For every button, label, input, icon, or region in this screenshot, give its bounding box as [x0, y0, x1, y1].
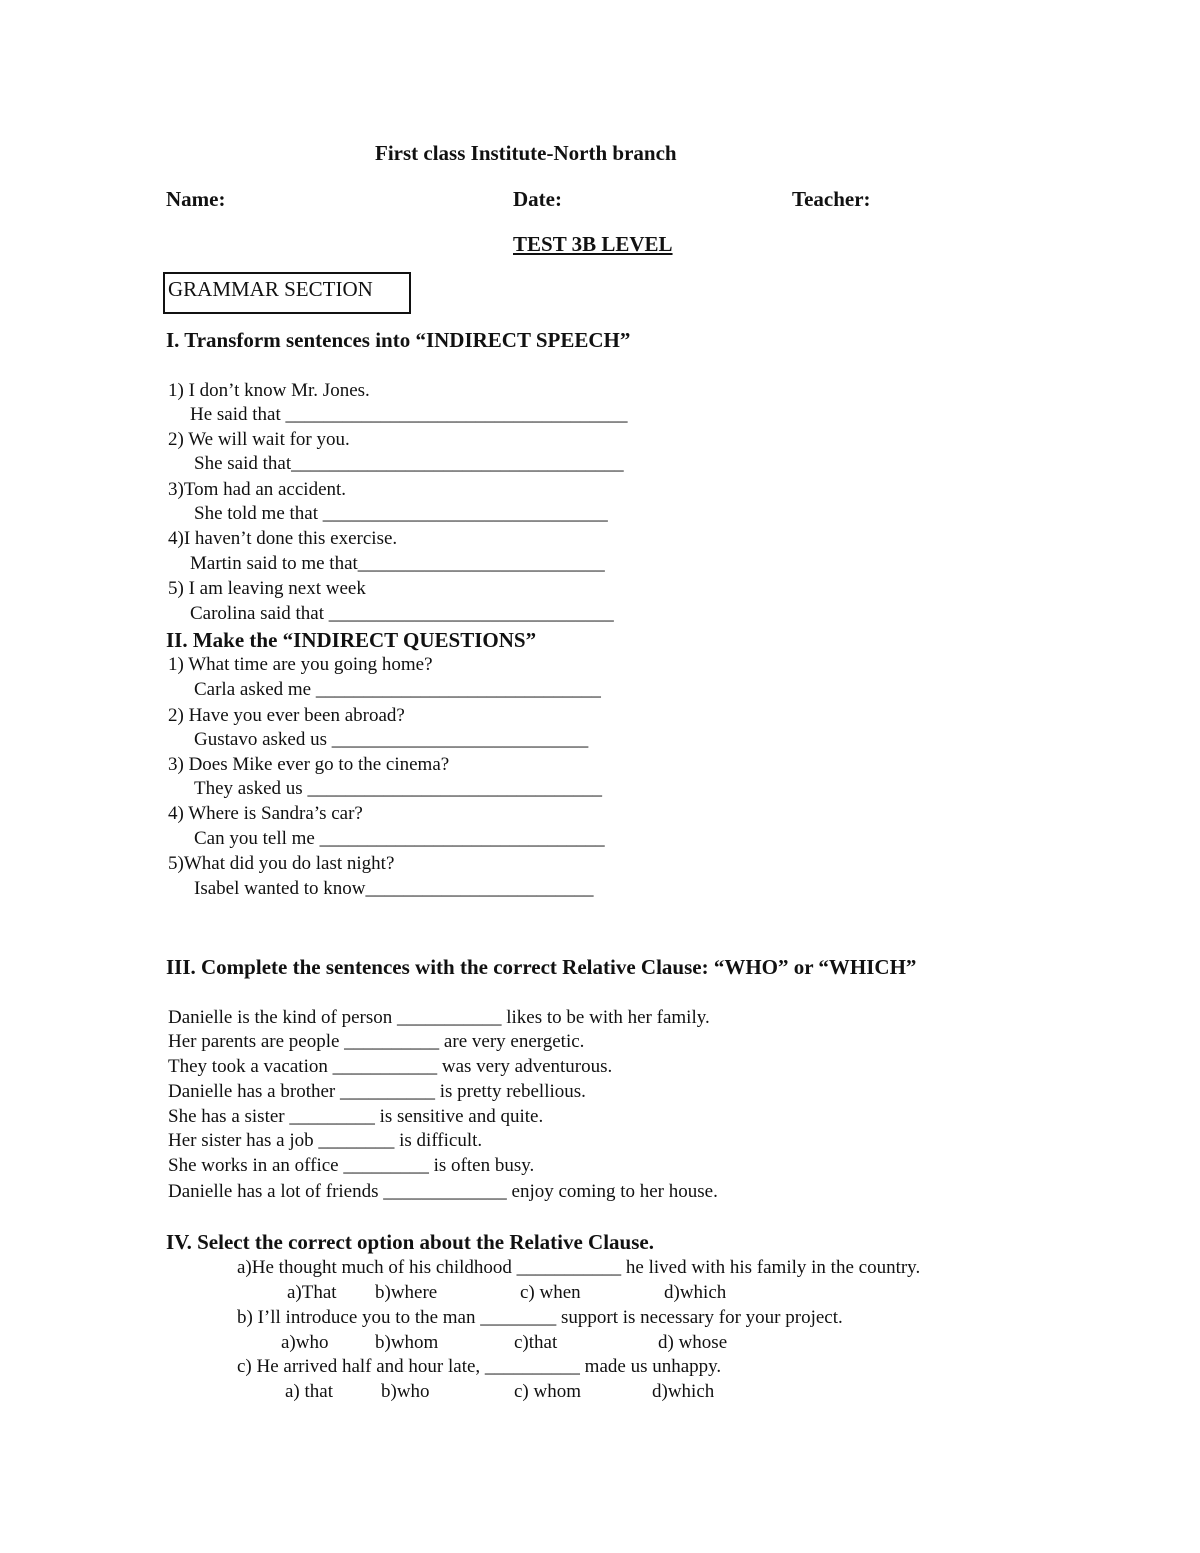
section1-sentence: 3)Tom had an accident. [168, 479, 347, 500]
section2-prompt: Carla asked me ______________________________ [194, 679, 601, 700]
institute-title: First class Institute-North branch [375, 141, 677, 165]
option-c: c)that [514, 1332, 558, 1353]
test-title: TEST 3B LEVEL [513, 232, 673, 256]
option-b: b)whom [375, 1332, 439, 1353]
section2-sentence: 1) What time are you going home? [168, 654, 433, 675]
section3-line: Danielle has a lot of friends _____________ enjoy coming to her house. [168, 1181, 718, 1202]
section1-prompt: He said that ____________________________________ [190, 404, 628, 425]
section2-sentence: 4) Where is Sandra’s car? [168, 803, 363, 824]
section2-prompt: Can you tell me ______________________________ [194, 828, 605, 849]
section1-prompt: Martin said to me that__________________________ [190, 553, 605, 574]
section1-prompt: She told me that ______________________________ [194, 503, 608, 524]
section2-prompt: Gustavo asked us ___________________________ [194, 729, 589, 750]
section1-prompt: She said that___________________________________ [194, 453, 624, 474]
section3-heading: III. Complete the sentences with the correct Relative Clause: “WHO” or “WHICH” [166, 955, 917, 979]
section4-question: a)He thought much of his childhood ___________ he lived with his family in the country. [237, 1257, 921, 1278]
option-b: b)who [381, 1381, 430, 1402]
section2-prompt: They asked us _______________________________ [194, 778, 602, 799]
teacher-label: Teacher: [792, 187, 871, 211]
option-c: c) when [520, 1282, 581, 1303]
option-d: d)which [664, 1282, 727, 1303]
option-a: a)who [281, 1332, 329, 1353]
option-d: d) whose [658, 1332, 728, 1353]
section1-sentence: 5) I am leaving next week [168, 578, 366, 599]
grammar-section-box [163, 272, 411, 314]
section1-sentence: 4)I haven’t done this exercise. [168, 528, 398, 549]
option-c: c) whom [514, 1381, 582, 1402]
section1-sentence: 1) I don’t know Mr. Jones. [168, 380, 370, 401]
date-label: Date: [513, 187, 562, 211]
section3-line: She has a sister _________ is sensitive and quite. [168, 1106, 544, 1127]
section4-question: b) I’ll introduce you to the man ________ support is necessary for your project. [237, 1307, 843, 1328]
section3-line: Danielle has a brother __________ is pretty rebellious. [168, 1081, 586, 1102]
grammar-section-label: GRAMMAR SECTION [168, 277, 373, 301]
section3-line: She works in an office _________ is often busy. [168, 1155, 535, 1176]
section3-line: Her sister has a job ________ is difficult. [168, 1130, 483, 1151]
section4-heading: IV. Select the correct option about the Relative Clause. [166, 1230, 654, 1254]
section3-line: Her parents are people __________ are very energetic. [168, 1031, 585, 1052]
name-label: Name: [166, 187, 226, 211]
section3-line: They took a vacation ___________ was very adventurous. [168, 1056, 613, 1077]
section2-sentence: 2) Have you ever been abroad? [168, 705, 405, 726]
section1-prompt: Carolina said that ______________________________ [190, 603, 614, 624]
section2-heading: II. Make the “INDIRECT QUESTIONS” [166, 628, 537, 652]
section1-heading: I. Transform sentences into “INDIRECT SPEECH” [166, 328, 631, 352]
option-b: b)where [375, 1282, 438, 1303]
section2-sentence: 5)What did you do last night? [168, 853, 395, 874]
option-a: a) that [285, 1381, 334, 1402]
option-a: a)That [287, 1282, 337, 1303]
section2-prompt: Isabel wanted to know________________________ [194, 878, 594, 899]
section2-sentence: 3) Does Mike ever go to the cinema? [168, 754, 450, 775]
section4-question: c) He arrived half and hour late, __________ made us unhappy. [237, 1356, 722, 1377]
section1-sentence: 2) We will wait for you. [168, 429, 350, 450]
option-d: d)which [652, 1381, 715, 1402]
section3-line: Danielle is the kind of person ___________ likes to be with her family. [168, 1007, 710, 1028]
